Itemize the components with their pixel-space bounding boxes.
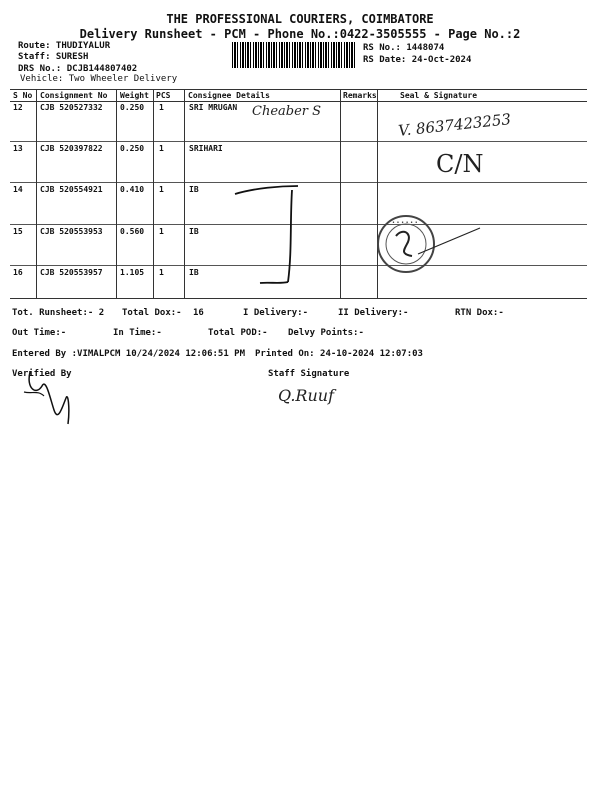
table-bottom-border [10, 298, 587, 299]
company-seal-stamp [372, 214, 492, 274]
total-dox-label: Total Dox:- [122, 308, 182, 318]
cell-consignee: SRIHARI [189, 144, 223, 153]
col-divider [153, 89, 154, 298]
col-divider [184, 89, 185, 298]
handwritten-consignee-note: Cheaber S [252, 104, 322, 119]
drs-number: DRS No.: DCJB144807402 [18, 64, 138, 74]
ii-delivery: II Delivery:- [338, 308, 409, 318]
col-header-sno: S No [13, 91, 33, 100]
handwritten-phone-signature: V. 8637423253 [397, 110, 512, 140]
cell-consignment: CJB 520527332 [40, 103, 103, 112]
staff-signature-label: Staff Signature [268, 369, 350, 379]
rs-date: RS Date: 24-Oct-2024 [363, 55, 472, 65]
col-divider [36, 89, 37, 298]
company-title: THE PROFESSIONAL COURIERS, COIMBATORE [166, 12, 434, 26]
handwritten-cn: C/N [436, 150, 484, 178]
cell-pcs: 1 [159, 103, 164, 112]
staff-label: Staff: SURESH [18, 52, 89, 62]
col-divider [340, 89, 341, 298]
cell-sno: 16 [13, 268, 23, 277]
table-header-border [10, 101, 587, 102]
cell-consignment: CJB 520554921 [40, 185, 103, 194]
svg-text:• • • • • •: • • • • • • [392, 220, 418, 226]
cell-sno: 15 [13, 227, 23, 236]
cell-sno: 13 [13, 144, 23, 153]
rtn-dox: RTN Dox:- [455, 308, 504, 318]
verified-by-label: Verified By [12, 369, 72, 379]
total-dox-value: 16 [193, 308, 204, 318]
in-time: In Time:- [113, 328, 162, 338]
cell-consignment: CJB 520553953 [40, 227, 103, 236]
vehicle-label: Vehicle: Two Wheeler Delivery [20, 74, 178, 84]
total-pod: Total POD:- [208, 328, 268, 338]
col-header-pcs: PCS [156, 91, 171, 100]
cell-sno: 12 [13, 103, 23, 112]
table-top-border [10, 89, 587, 90]
cell-weight: 1.105 [120, 268, 145, 277]
row-divider [10, 141, 587, 142]
delivery-points: Delvy Points:- [288, 328, 364, 338]
printed-on: Printed On: 24-10-2024 12:07:03 [255, 349, 423, 359]
cell-pcs: 1 [159, 185, 164, 194]
route-label: Route: THUDIYALUR [18, 41, 111, 51]
col-header-weight: Weight [120, 91, 149, 100]
cell-pcs: 1 [159, 268, 164, 277]
cell-consignee: IB [189, 268, 199, 277]
out-time: Out Time:- [12, 328, 67, 338]
col-header-seal-signature: Seal & Signature [400, 91, 478, 100]
cell-consignee: SRI MRUGAN [189, 103, 238, 112]
barcode [232, 42, 356, 68]
staff-signature-handwritten: Q.Ruuf [278, 386, 334, 405]
col-header-consignee: Consignee Details [188, 91, 270, 100]
cell-consignment: CJB 520397822 [40, 144, 103, 153]
entered-by: Entered By :VIMALPCM 10/24/2024 12:06:51 PM [12, 349, 245, 359]
cell-weight: 0.250 [120, 103, 145, 112]
cell-pcs: 1 [159, 227, 164, 236]
rs-number: RS No.: 1448074 [363, 43, 445, 53]
verifier-signature [14, 368, 84, 430]
cell-consignee: IB [189, 185, 199, 194]
total-runsheet: Tot. Runsheet:- 2 [12, 308, 105, 318]
cell-weight: 0.250 [120, 144, 145, 153]
cell-consignment: CJB 520553957 [40, 268, 103, 277]
col-header-remarks: Remarks [343, 91, 377, 100]
col-header-consignment: Consignment No [40, 91, 108, 100]
i-delivery: I Delivery:- [243, 308, 309, 318]
cell-weight: 0.410 [120, 185, 145, 194]
handwritten-bracket-mark [230, 182, 310, 292]
col-divider [116, 89, 117, 298]
cell-consignee: IB [189, 227, 199, 236]
cell-sno: 14 [13, 185, 23, 194]
cell-weight: 0.560 [120, 227, 145, 236]
cell-pcs: 1 [159, 144, 164, 153]
runsheet-subtitle: Delivery Runsheet - PCM - Phone No.:0422-3505555 - Page No.:2 [79, 27, 521, 41]
